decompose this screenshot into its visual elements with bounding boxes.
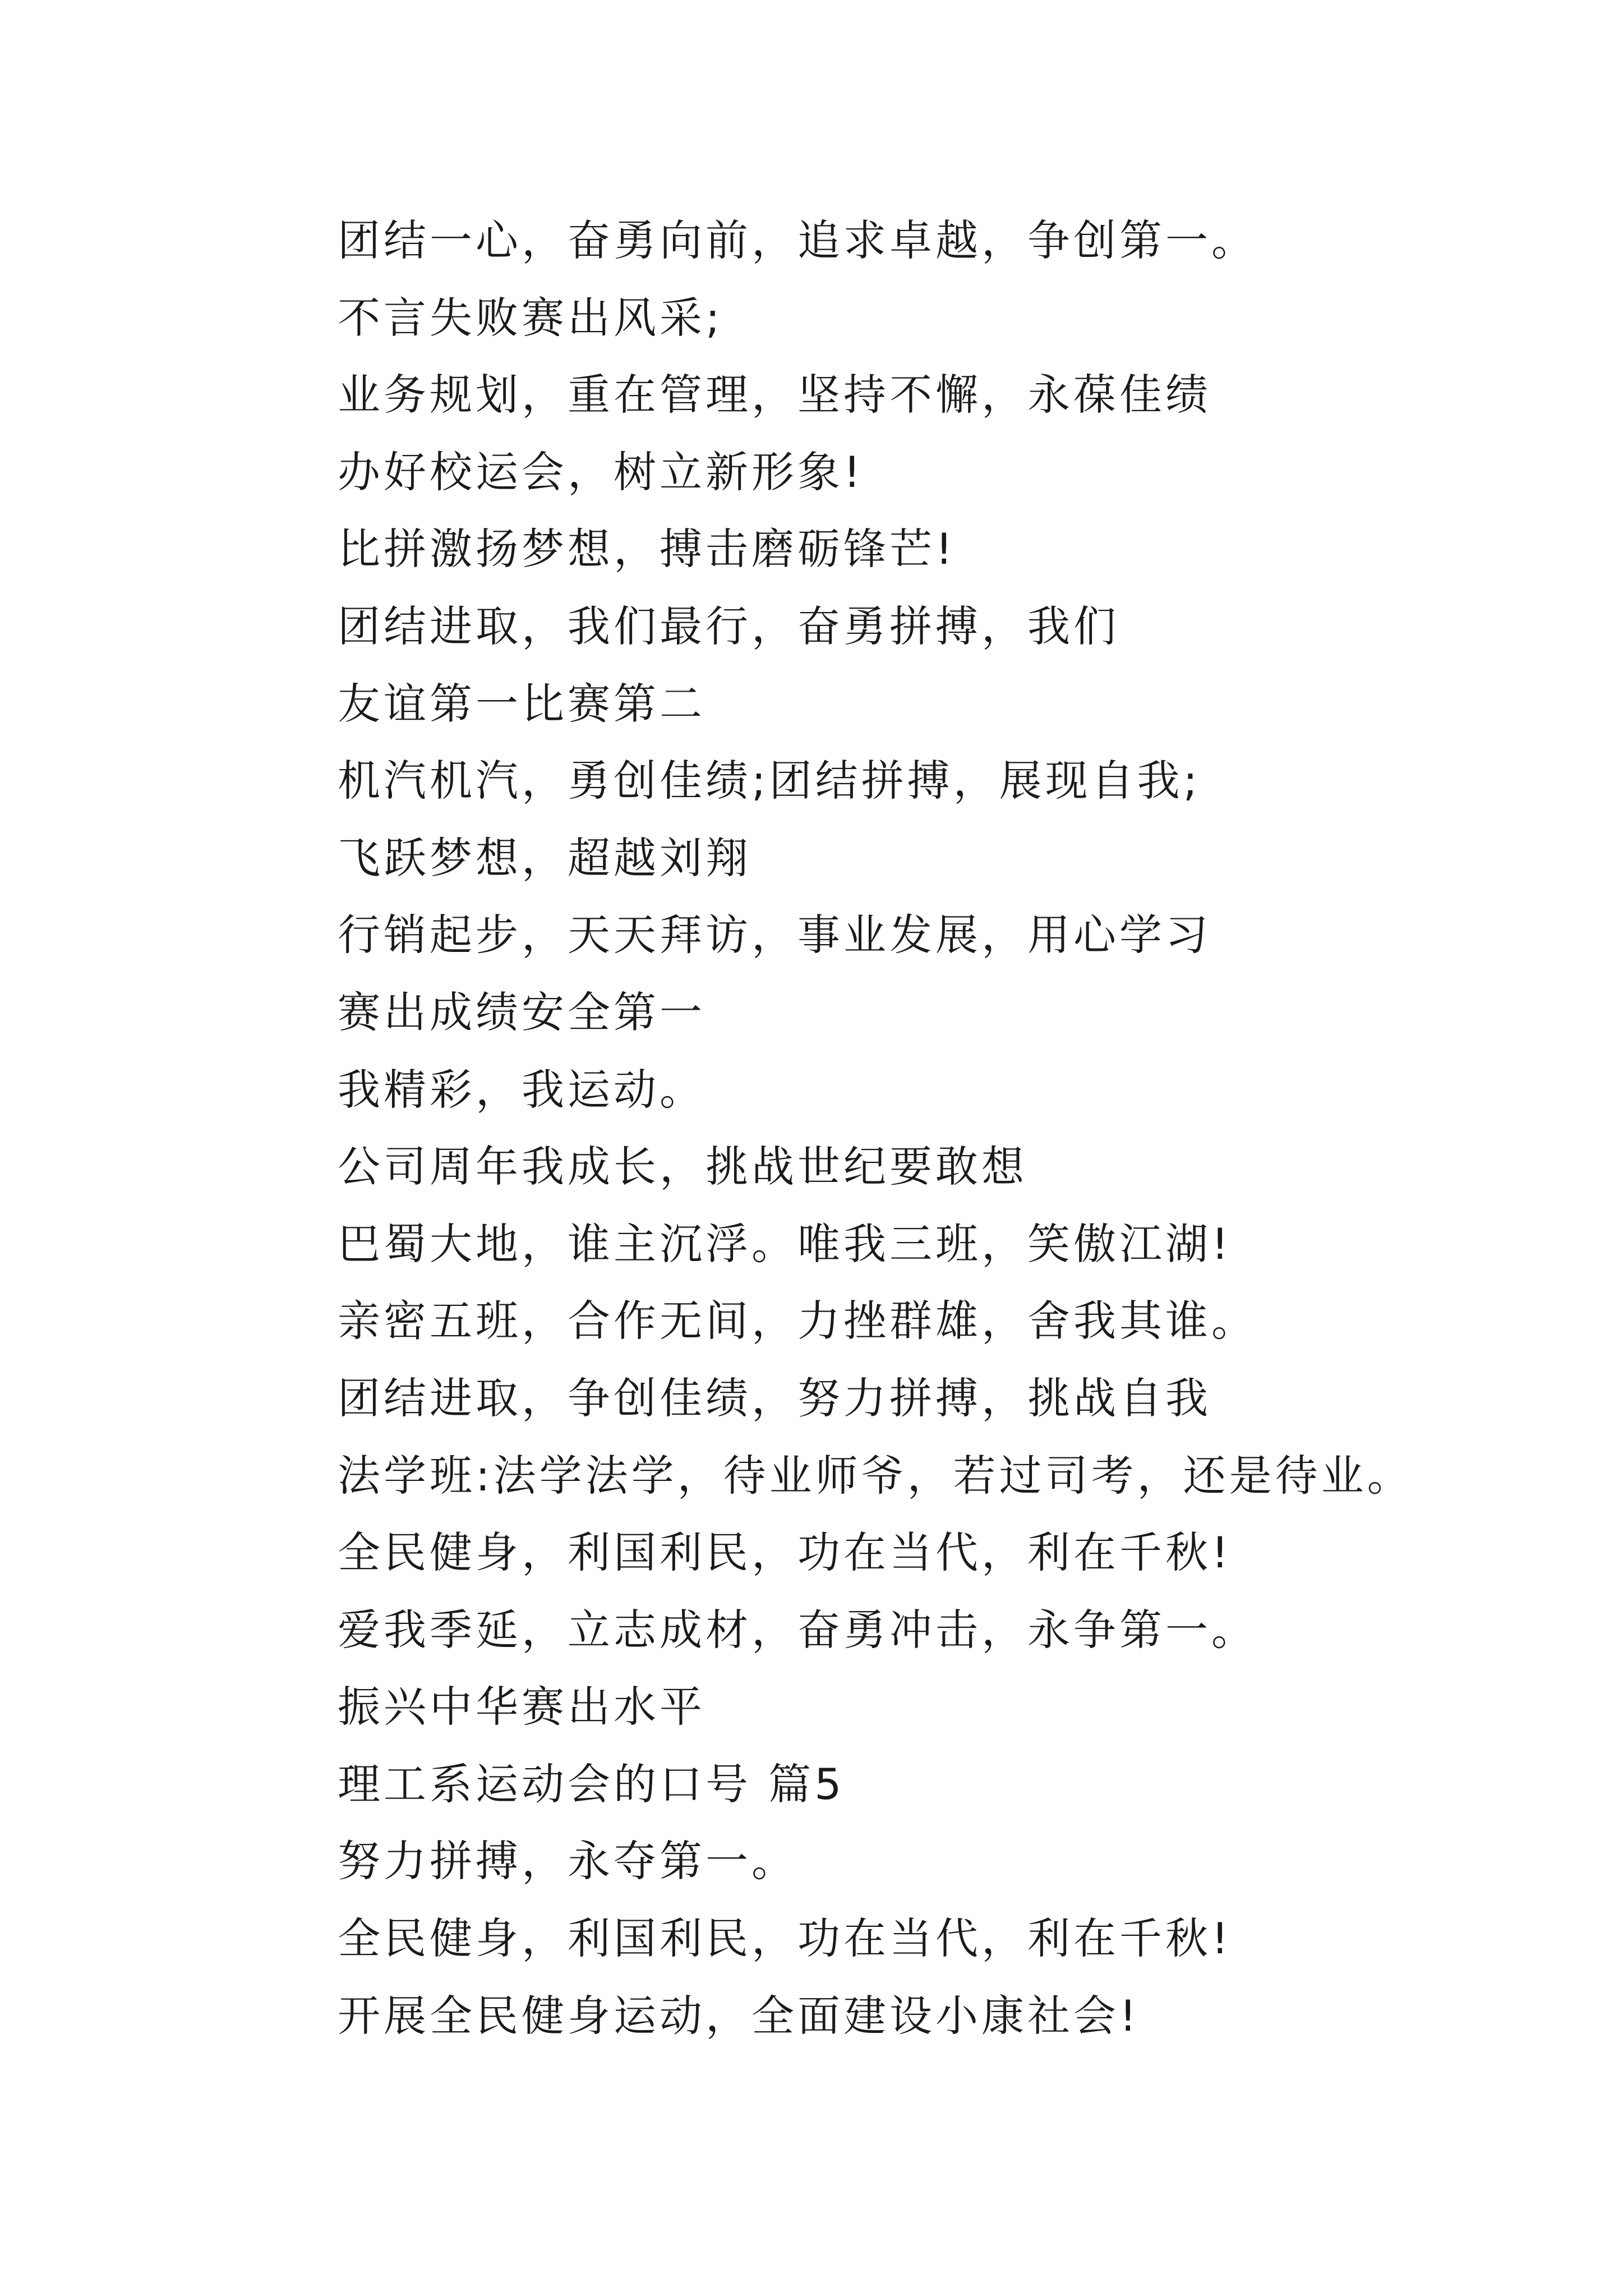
text-line: 爱我季延，立志成材，奋勇冲击，永争第一。 xyxy=(338,1604,1257,1655)
text-line: 团结进取，争创佳绩，努力拼搏，挑战自我 xyxy=(338,1373,1211,1423)
text-line: 赛出成绩安全第一 xyxy=(338,987,706,1037)
section-heading: 理工系运动会的口号 篇5 xyxy=(338,1759,845,1809)
text-line: 亲密五班，合作无间，力挫群雄，舍我其谁。 xyxy=(338,1296,1257,1346)
text-line: 友谊第一比赛第二 xyxy=(338,678,706,729)
text-line: 法学班:法学法学，待业师爷，若过司考，还是待业。 xyxy=(338,1450,1413,1501)
text-line: 办好校运会，树立新形象! xyxy=(338,447,864,497)
text-line: 业务规划，重在管理，坚持不懈，永葆佳绩 xyxy=(338,370,1211,420)
text-line: 振兴中华赛出水平 xyxy=(338,1682,706,1732)
text-line: 全民健身，利国利民，功在当代，利在千秋! xyxy=(338,1913,1232,1964)
text-line: 不言失败赛出风采; xyxy=(338,292,723,343)
text-line: 开展全民健身运动，全面建设小康社会! xyxy=(338,1990,1140,2041)
text-line: 团结一心，奋勇向前，追求卓越，争创第一。 xyxy=(338,215,1257,265)
text-line: 飞跃梦想，超越刘翔 xyxy=(338,832,751,883)
text-line: 机汽机汽，勇创佳绩;团结拼搏，展现自我; xyxy=(338,756,1201,806)
text-line: 公司周年我成长，挑战世纪要敢想 xyxy=(338,1142,1027,1192)
slogan-list xyxy=(338,202,1571,2054)
text-line: 行销起步，天天拜访，事业发展，用心学习 xyxy=(338,910,1211,960)
text-line: 全民健身，利国利民，功在当代，利在千秋! xyxy=(338,1527,1232,1578)
text-line: 巴蜀大地，谁主沉浮。唯我三班，笑傲江湖! xyxy=(338,1218,1232,1269)
text-line: 团结进取，我们最行，奋勇拼搏，我们 xyxy=(338,601,1119,651)
text-line: 我精彩，我运动。 xyxy=(338,1064,706,1115)
text-line: 比拼激扬梦想，搏击磨砺锋芒! xyxy=(338,524,956,574)
text-line: 努力拼搏，永夺第一。 xyxy=(338,1836,797,1887)
